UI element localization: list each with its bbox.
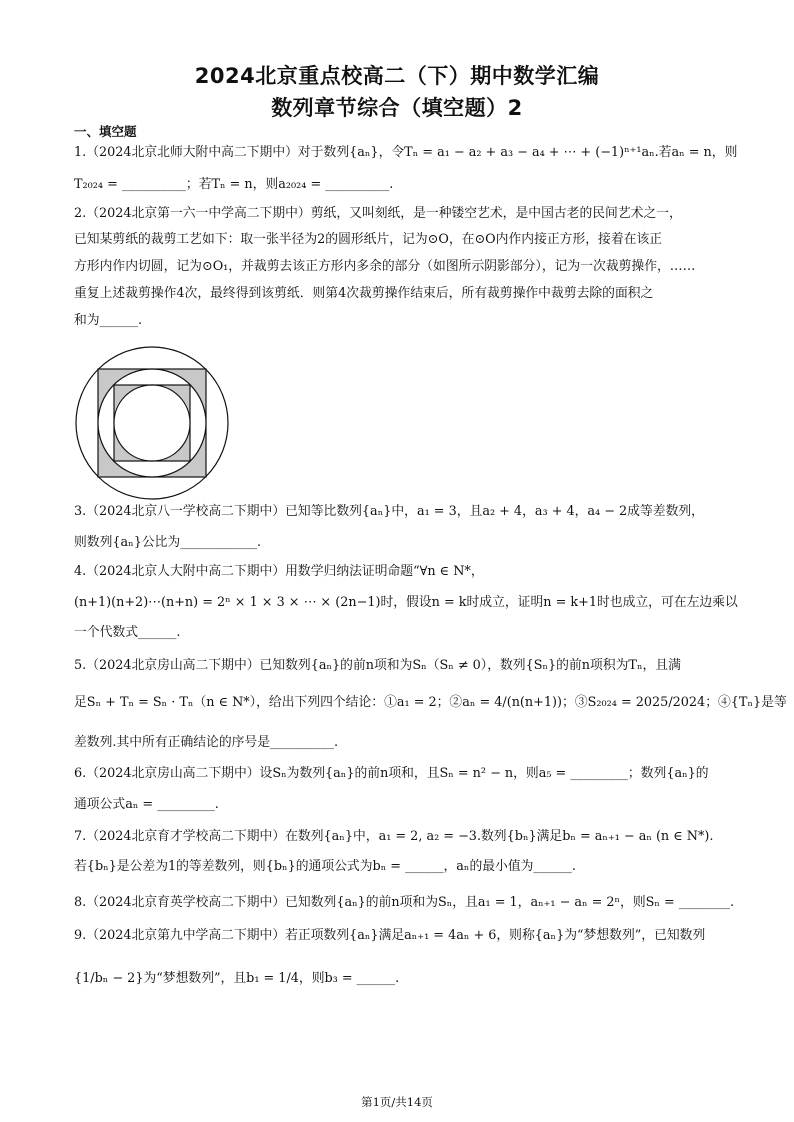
question-2-line-5: 和为______.: [74, 313, 143, 328]
page-subtitle: 数列章节综合（填空题）2: [271, 96, 523, 120]
inner-circle-2: [114, 385, 190, 461]
page-title: 2024北京重点校高二（下）期中数学汇编: [194, 64, 600, 88]
question-5-line-2: 足Sₙ + Tₙ = Sₙ · Tₙ（n ∈ N*），给出下列四个结论：①a₁ = 2；②aₙ = 4/(n(n+1))；③S₂₀₂₄ = 2025/2024；④{Tₙ}是等: [74, 695, 787, 710]
question-6-line-1: 6.（2024北京房山高二下期中）设Sₙ为数列{aₙ}的前n项和，且Sₙ = n² − n，则a₅ = _________；数列{aₙ}的: [74, 766, 709, 781]
question-4-line-2: (n+1)(n+2)⋯(n+n) = 2ⁿ × 1 × 3 × ⋯ × (2n−1)时，假设n = k时成立，证明n = k+1时也成立，可在左边乘以: [74, 595, 738, 610]
section-heading: 一、填空题: [74, 124, 137, 139]
question-2-line-1: 2.（2024北京第一六一中学高二下期中）剪纸，又叫刻纸，是一种镂空艺术，是中国古老的民间艺术之一，: [74, 206, 682, 221]
question-4-line-1: 4.（2024北京人大附中高二下期中）用数学归纳法证明命题“∀n ∈ N*，: [74, 564, 484, 579]
question-2-line-4: 重复上述裁剪操作4次，最终得到该剪纸．则第4次裁剪操作结束后，所有裁剪操作中裁剪去除的面积之: [74, 286, 654, 301]
question-3-line-1: 3.（2024北京八一学校高二下期中）已知等比数列{aₙ}中，a₁ = 3，且a₂ + 4，a₃ + 4，a₄ − 2成等差数列，: [74, 504, 704, 519]
question-3-line-2: 则数列{aₙ}公比为____________.: [74, 535, 262, 550]
question-2-line-3: 方形内作内切圆，记为⊙O₁，并裁剪去该正方形内多余的部分（如图所示阴影部分），记为一次裁剪操作，……: [74, 259, 696, 274]
question-9-line-2: {1/bₙ − 2}为“梦想数列”，且b₁ = 1/4，则b₃ = ______.: [74, 971, 400, 986]
page-footer: 第1页/共14页: [361, 1095, 433, 1109]
question-6-line-2: 通项公式aₙ = _________.: [74, 797, 219, 812]
paper-cutting-figure: [72, 343, 232, 503]
question-9-line-1: 9.（2024北京第九中学高二下期中）若正项数列{aₙ}满足aₙ₊₁ = 4aₙ + 6，则称{aₙ}为“梦想数列”，已知数列: [74, 928, 706, 943]
question-2-line-2: 已知某剪纸的裁剪工艺如下：取一张半径为2的圆形纸片，记为⊙O，在⊙O内作内接正方形，接着在该正: [74, 232, 663, 247]
question-7-line-1: 7.（2024北京育才学校高二下期中）在数列{aₙ}中，a₁ = 2, a₂ = −3.数列{bₙ}满足bₙ = aₙ₊₁ − aₙ (n ∈ N*).: [74, 829, 714, 844]
question-7-line-2: 若{bₙ}是公差为1的等差数列，则{bₙ}的通项公式为bₙ = ______，aₙ的最小值为______.: [74, 859, 576, 874]
question-5-line-1: 5.（2024北京房山高二下期中）已知数列{aₙ}的前n项和为Sₙ（Sₙ ≠ 0），数列{Sₙ}的前n项积为Tₙ，且满: [74, 658, 681, 673]
question-8-line-1: 8.（2024北京育英学校高二下期中）已知数列{aₙ}的前n项和为Sₙ，且a₁ = 1，aₙ₊₁ − aₙ = 2ⁿ，则Sₙ = ________.: [74, 895, 735, 910]
question-5-line-3: 差数列.其中所有正确结论的序号是__________.: [74, 735, 339, 750]
question-4-line-3: 一个代数式______.: [74, 625, 181, 640]
question-1-line-2: T₂₀₂₄ = __________；若Tₙ = n，则a₂₀₂₄ = __________.: [74, 177, 394, 192]
question-1-line-1: 1.（2024北京北师大附中高二下期中）对于数列{aₙ}，令Tₙ = a₁ − a₂ + a₃ − a₄ + ⋯ + (−1)ⁿ⁺¹aₙ.若aₙ = n，则: [74, 145, 738, 160]
